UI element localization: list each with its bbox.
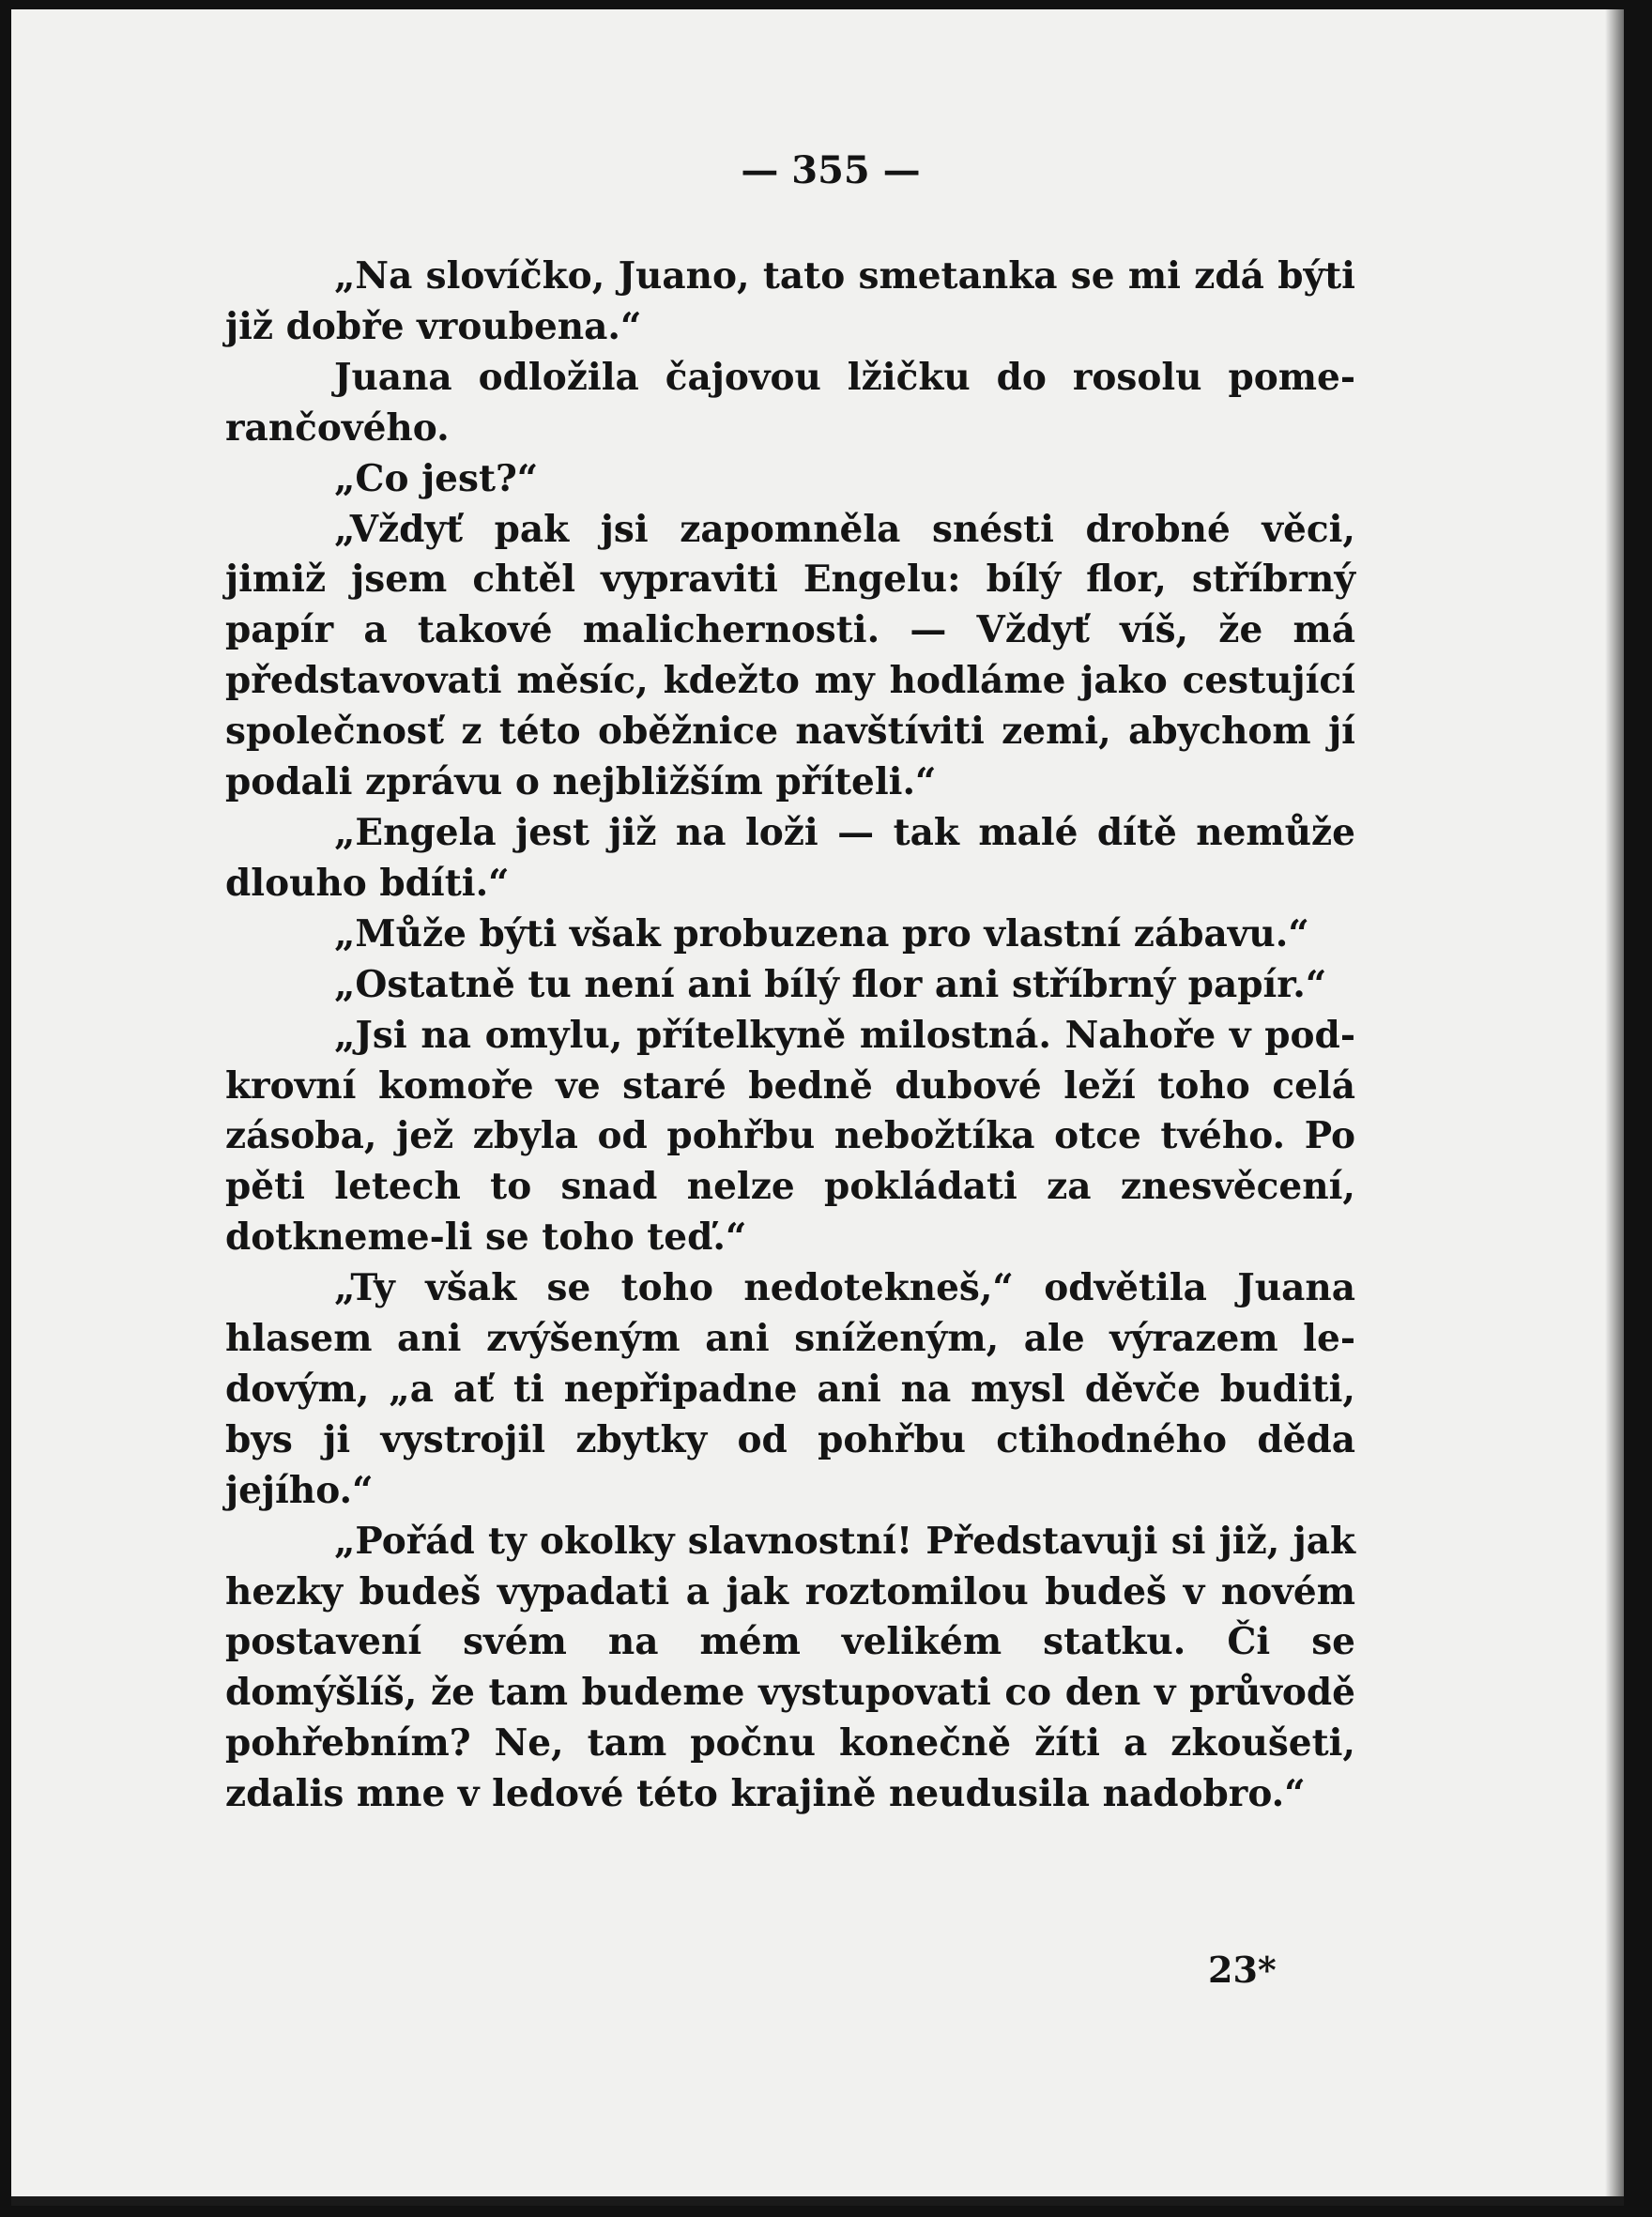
paragraph: „Pořád ty okolky slavnostní! Představuji si již, jak hezky budeš vypadati a jak roztomilou budeš v novém postavení svém na mém velikém statku. Či se domýšlíš, že tam budeme vystupovati co den v průvodě pohřebním? Ne, tam počnu konečně žíti a zkoušeti, zdalis mne v ledové této krajině neudusila nadobro.“ — [225, 1519, 1355, 1816]
paragraph: „Engela jest již na loži — tak malé dítě nemůže dlouho bdíti.“ — [225, 810, 1355, 905]
page-edge-shadow — [1605, 9, 1624, 2206]
body-text — [225, 252, 1355, 1820]
paragraph: „Jsi na omylu, přítelkyně milostná. Nahoře v podkrovní komoře ve staré bedně dubové leží toho celá zásoba, jež zbyla od pohřbu nebožtíka otce tvého. Po pěti letech to snad nelze pokládati za znesvěcení, dotkneme-li se toho teď.“ — [225, 1013, 1355, 1260]
paragraph: „Ostatně tu není ani bílý flor ani stříbrný papír.“ — [334, 962, 1327, 1006]
page-bottom-edge — [11, 2196, 1624, 2206]
signature-mark: 23* — [1208, 1949, 1277, 1991]
page-number-header: — 355 — — [741, 148, 921, 192]
paragraph: „Na slovíčko, Juano, tato smetanka se mi zdá býti již dobře vroubena.“ — [225, 254, 1355, 348]
book-page — [11, 9, 1624, 2206]
paragraph: Juana odložila čajovou lžičku do rosolu pomerančového. — [225, 355, 1355, 450]
paragraph: „Může býti však probuzena pro vlastní zábavu.“ — [334, 911, 1309, 956]
paragraph: „Vždyť pak jsi zapomněla snésti drobné věci, jimiž jsem chtěl vypraviti Engelu: bílý flor, stříbrný papír a takové malichernosti. — Vždyť víš, že má představovati měsíc, kdežto my hodláme jako cestující společnosť z této oběžnice navštíviti zemi, abychom jí podali zprávu o nejbližším příteli.“ — [225, 507, 1355, 804]
paragraph: „Ty však se toho nedotekneš,“ odvětila Juana hlasem ani zvýšeným ani sníženým, ale výrazem ledovým, „a ať ti nepřipadne ani na mysl děvče buditi, bys ji vystrojil zbytky od pohřbu ctihodného děda jejího.“ — [225, 1266, 1355, 1512]
paragraph: „Co jest?“ — [334, 456, 539, 500]
